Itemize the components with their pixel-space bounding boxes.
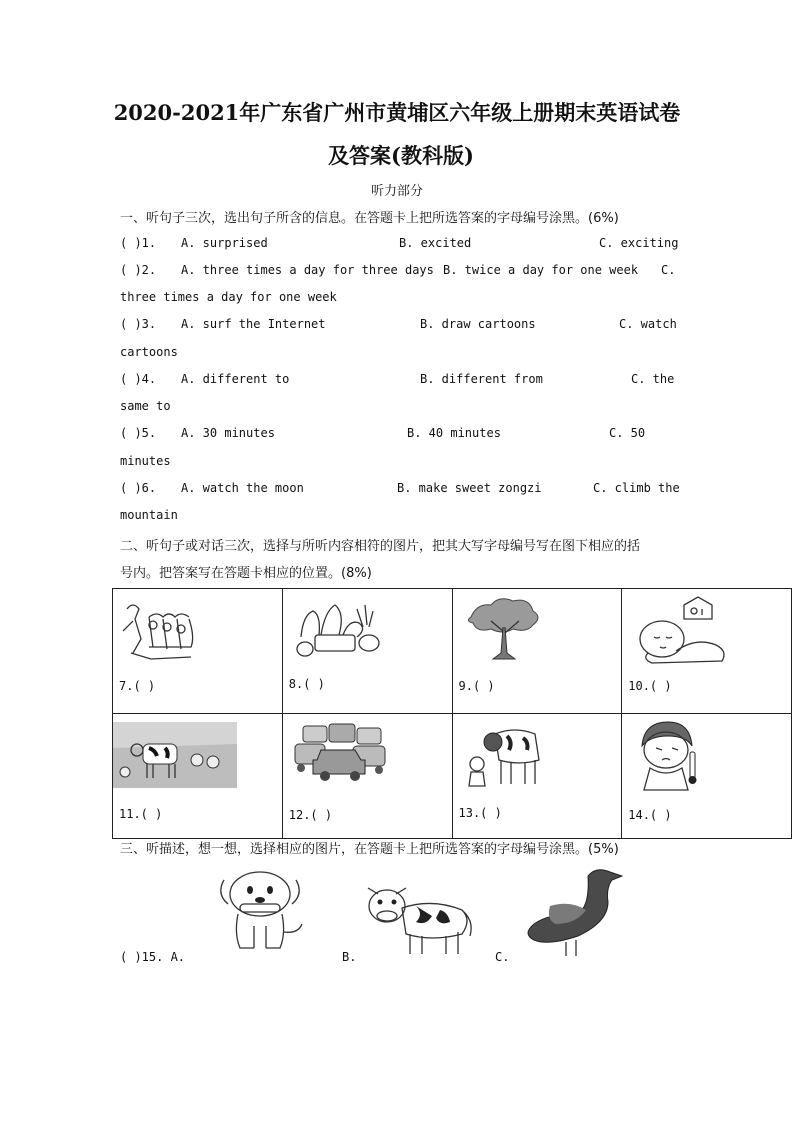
q3-option-c[interactable]: C. watch xyxy=(619,317,677,331)
part2-instruction-line1: 二、听句子或对话三次，选择与所听内容相符的图片，把其大写字母编号写在图下相应的括 xyxy=(120,539,641,554)
part3-instruction: 三、听描述，想一想，选择相应的图片，在答题卡上把所选答案的字母编号涂黑。(5%) xyxy=(120,842,619,857)
grid-label-10[interactable]: 10.( ) xyxy=(628,679,672,693)
q4-option-a[interactable]: A. different to xyxy=(181,372,290,386)
q6-option-a[interactable]: A. watch the moon xyxy=(181,481,304,495)
part1-instruction: 一、听句子三次，选出句子所含的信息。在答题卡上把所选答案的字母编号涂黑。(6%) xyxy=(120,211,619,226)
q3-option-a[interactable]: A. surf the Internet xyxy=(181,317,326,331)
q2-option-c-cont: three times a day for one week xyxy=(120,290,337,304)
grid-label-9[interactable]: 9.( ) xyxy=(458,679,495,693)
q3-option-b[interactable]: B. draw cartoons xyxy=(420,317,536,331)
q1-option-c[interactable]: C. exciting xyxy=(599,236,679,250)
q4-option-b[interactable]: B. different from xyxy=(420,372,543,386)
grid-label-12[interactable]: 12.( ) xyxy=(288,808,333,822)
grid-cell-12 xyxy=(282,714,452,839)
cow-and-boy-icon xyxy=(465,720,549,794)
vegetables-icon xyxy=(291,597,387,663)
grid-label-7[interactable]: 7.( ) xyxy=(119,679,156,693)
traffic-jam-icon xyxy=(291,720,395,792)
q1-blank[interactable]: ( )1. xyxy=(120,236,157,250)
grid-label-8[interactable]: 8.( ) xyxy=(288,677,325,691)
picture-grid xyxy=(112,588,792,839)
grid-cell-14 xyxy=(622,714,792,839)
q1-option-a[interactable]: A. surprised xyxy=(181,236,268,250)
tree-icon xyxy=(463,597,549,663)
q2-blank[interactable]: ( )2. xyxy=(120,263,157,277)
dragon-boat-icon xyxy=(119,597,199,667)
q3-blank[interactable]: ( )3. xyxy=(120,317,157,331)
q4-blank[interactable]: ( )4. xyxy=(120,372,157,386)
cow-icon xyxy=(360,876,480,962)
q6-option-b[interactable]: B. make sweet zongzi xyxy=(397,481,542,495)
q2-option-c[interactable]: C. xyxy=(661,263,676,277)
doc-title-line2: 及答案(教科版) xyxy=(328,143,474,168)
section-heading: 听力部分 xyxy=(370,184,423,199)
grid-label-13[interactable]: 13.( ) xyxy=(458,806,502,820)
grid-cell-10 xyxy=(622,589,792,714)
sleeping-baby-icon xyxy=(632,595,732,665)
dog-icon xyxy=(212,866,308,958)
q5-option-a[interactable]: A. 30 minutes xyxy=(181,426,275,440)
grid-label-14[interactable]: 14.( ) xyxy=(628,808,672,822)
doc-title-line1: 2020-2021年广东省广州市黄埔区六年级上册期末英语试卷 xyxy=(113,100,681,125)
grid-cell-11 xyxy=(113,714,283,839)
q5-option-c-cont: minutes xyxy=(120,454,171,468)
q15-option-c[interactable]: C. xyxy=(495,950,510,964)
q4-option-c-cont: same to xyxy=(120,399,171,413)
q5-option-b[interactable]: B. 40 minutes xyxy=(407,426,501,440)
q1-option-b[interactable]: B. excited xyxy=(399,236,472,250)
grid-cell-8 xyxy=(282,589,452,714)
grid-cell-9 xyxy=(452,589,622,714)
q4-option-c[interactable]: C. the xyxy=(631,372,675,386)
q2-option-a[interactable]: A. three times a day for three days xyxy=(181,263,434,277)
q15-stem[interactable]: ( )15. A. xyxy=(120,950,186,964)
grid-cell-7 xyxy=(113,589,283,714)
farm-animals-icon xyxy=(113,722,237,788)
q6-option-c[interactable]: C. climb the xyxy=(593,481,680,495)
q3-option-c-cont: cartoons xyxy=(120,345,178,359)
q5-option-c[interactable]: C. 50 xyxy=(609,426,646,440)
part2-instruction-line2: 号内。把答案写在答题卡相应的位置。(8%) xyxy=(120,566,372,581)
sick-child-icon xyxy=(632,718,706,794)
duck-icon xyxy=(520,866,632,960)
q6-option-c-cont: mountain xyxy=(120,508,178,522)
grid-cell-13 xyxy=(452,714,622,839)
q6-blank[interactable]: ( )6. xyxy=(120,481,157,495)
grid-label-11[interactable]: 11.( ) xyxy=(119,807,163,821)
q5-blank[interactable]: ( )5. xyxy=(120,426,157,440)
q15-option-b[interactable]: B. xyxy=(342,950,357,964)
q2-option-b[interactable]: B. twice a day for one week xyxy=(443,263,639,277)
